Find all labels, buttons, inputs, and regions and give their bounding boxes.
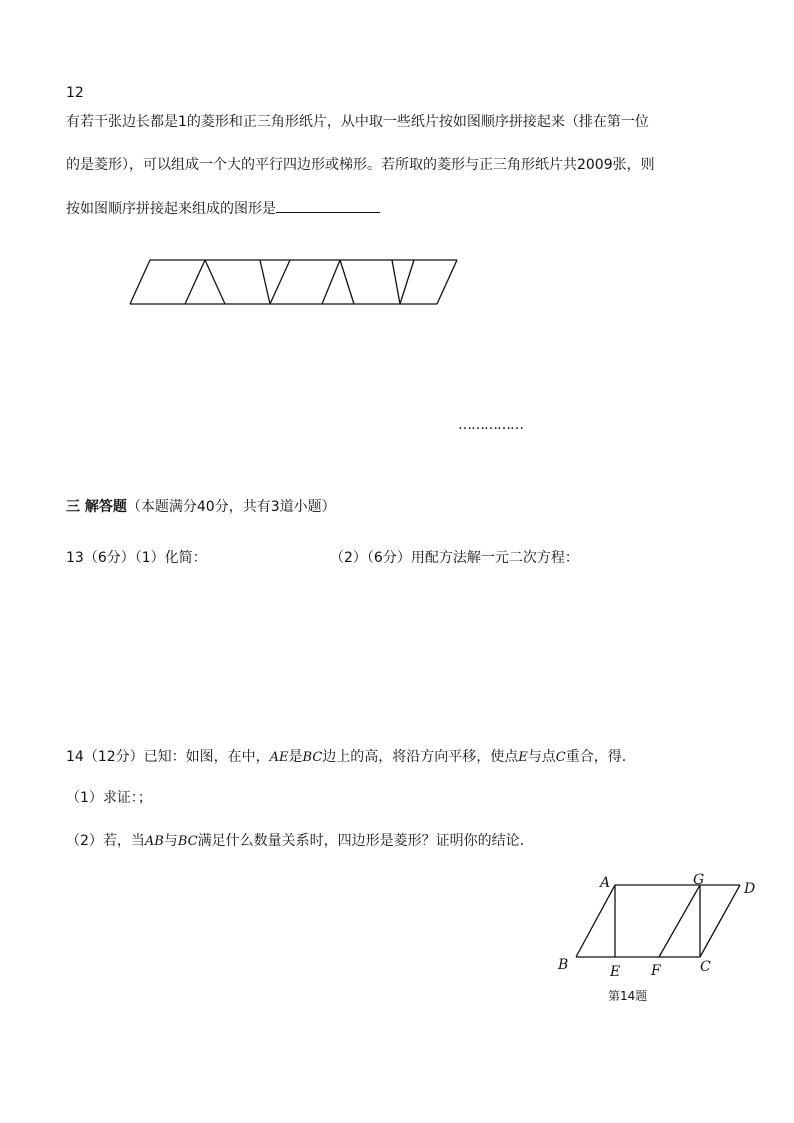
q14-ae: AE bbox=[269, 750, 289, 765]
segment-dc bbox=[700, 885, 740, 957]
label-a: A bbox=[600, 875, 611, 891]
q14-bc2: BC bbox=[177, 834, 198, 849]
label-b: B bbox=[558, 957, 569, 973]
segment-ab bbox=[576, 885, 615, 957]
q14-e: E bbox=[518, 750, 528, 765]
figure-caption: 第14题 bbox=[608, 989, 648, 1003]
label-f: F bbox=[651, 963, 661, 979]
question-12-line-1: 有若干张边长都是1的菱形和正三角形纸片，从中取一些纸片按如图顺序拼接起来（排在第一位 bbox=[66, 114, 649, 130]
question-12-line-2: 的是菱形），可以组成一个大的平行四边形或梯形。若所取的菱形与正三角形纸片共2009张，则 bbox=[66, 157, 655, 173]
question-14-sub-1: （1）求证：； bbox=[66, 790, 152, 806]
question-12-line-3-text: 按如图顺序拼接起来组成的图形是 bbox=[66, 201, 276, 217]
continuation-dots: …………… bbox=[458, 417, 523, 433]
question-13-part-1: 13（6分）（1）化简： bbox=[66, 550, 207, 566]
q14-bc: BC bbox=[302, 750, 323, 765]
q14-stem-e: 重合，得. bbox=[565, 749, 627, 765]
label-d: D bbox=[744, 881, 756, 897]
label-c: C bbox=[700, 959, 711, 975]
question-14-geometry-figure bbox=[548, 866, 768, 1006]
question-12-line-3 bbox=[66, 198, 380, 218]
q14-stem-d: 与点 bbox=[527, 749, 556, 765]
question-13-part-2: （2）（6分）用配方法解一元二次方程： bbox=[330, 550, 579, 566]
segment-gf bbox=[659, 885, 700, 957]
q14-stem-c: 边上的高，将沿方向平移，使点 bbox=[322, 749, 519, 765]
section-3-title: 三 解答题 bbox=[66, 499, 127, 515]
q14-stem-b: 是 bbox=[288, 749, 303, 765]
q14-stem-a: 14（12分）已知：如图，在中， bbox=[66, 749, 270, 765]
q14-c: C bbox=[555, 750, 566, 765]
label-g: G bbox=[693, 872, 705, 888]
section-3-header bbox=[66, 498, 336, 516]
label-e: E bbox=[610, 964, 621, 980]
section-3-note: （本题满分40分，共有3道小题） bbox=[126, 499, 336, 515]
question-14-sub-2 bbox=[66, 832, 524, 851]
question-12-number: 12 bbox=[66, 85, 84, 101]
q14-sub2-c: 满足什么数量关系时，四边形是菱形？证明你的结论. bbox=[197, 833, 525, 849]
answer-blank[interactable] bbox=[276, 198, 380, 213]
question-14-stem bbox=[66, 748, 626, 767]
q14-sub2-b: 与 bbox=[163, 833, 178, 849]
q14-ab: AB bbox=[144, 834, 164, 849]
rhombus-triangle-strip-figure bbox=[120, 252, 470, 312]
q14-sub2-a: （2）若，当 bbox=[66, 833, 145, 849]
